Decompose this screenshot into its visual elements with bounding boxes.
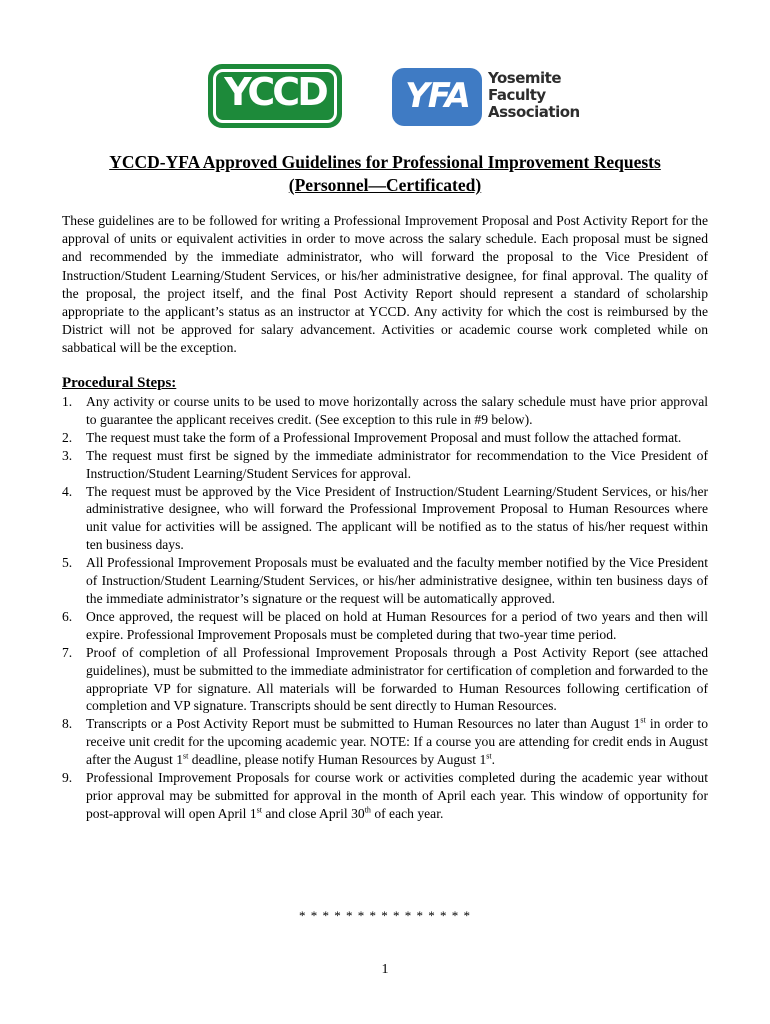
procedural-steps-heading: Procedural Steps: [62, 375, 177, 391]
step-number: 9. [62, 770, 73, 786]
procedural-step [62, 447, 708, 483]
yccd-logo-text: YCCD [224, 70, 326, 114]
separator-stars: * * * * * * * * * * * * * * * [299, 908, 471, 923]
step-number: 3. [62, 447, 73, 463]
procedural-step [62, 769, 708, 823]
step-text: The request must be approved by the Vice President of Instruction/Student Learning/Student Services, or his/her administrative designee, who will forward the Professional Improvement Proposal to Human Resources where unit value for activities will be assigned. The applicant will be notified as to the status of his/her request within ten business days. [86, 483, 708, 553]
yfa-logo-words: Yosemite Faculty Association [488, 69, 580, 121]
yccd-logo [208, 64, 342, 128]
intro-paragraph: These guidelines are to be followed for writing a Professional Improvement Proposal and Post Activity Report for the approval of units or equivalent activities in order to move across the salary schedule. Each proposal must be signed and recommended by the immediate administrator, who will forward the proposal to the Vice President of Instruction/Student Learning/Student Services, or his/her administrative designee, for final approval. The quality of the proposal, the project itself, and the final Post Activity Report should represent a standard of scholarship appropriate to the applicant’s status as an instructor at YCCD. Any activity for which the cost is reimbursed by the District will not be approved for salary advancement. Activities or academic course work completed while on sabbatical will be the exception. [62, 213, 708, 356]
step-number: 6. [62, 608, 73, 624]
yfa-logo [392, 68, 482, 126]
document-title: YCCD-YFA Approved Guidelines for Professional Improvement Requests [109, 152, 661, 172]
step-number: 1. [62, 394, 73, 409]
step-text: Proof of completion of all Professional Improvement Proposals through a Post Activity Report (see attached guidelines), must be submitted to the immediate administrator for certification of completion and forwarded to the appropriate VP for signature. All materials will be forwarded to Human Resources following certification of completion and VP signature. Transcripts should be sent directly to Human Resources. [86, 644, 708, 714]
procedural-step [62, 554, 708, 608]
step-text: Any activity or course units to be used to move horizontally across the salary schedule must have prior approval to guarantee the applicant receives credit. (See exception to this rule in #9 below). [86, 394, 708, 427]
page-number: 1 [381, 962, 389, 977]
step-number: 4. [62, 483, 73, 499]
header-logos [0, 62, 770, 132]
procedural-step [62, 608, 708, 644]
procedural-step [62, 644, 708, 716]
step-text: Once approved, the request will be placed on hold at Human Resources for a period of two years and then will expire. Professional Improvement Proposals must be completed during that two-year time period. [86, 608, 708, 642]
step-number: 5. [62, 555, 73, 571]
step-number: 8. [62, 716, 73, 732]
procedural-step [62, 483, 708, 555]
step-number: 7. [62, 644, 73, 660]
step-text: Transcripts or a Post Activity Report must be submitted to Human Resources no later than August 1st in order to receive unit credit for the upcoming academic year. NOTE: If a course you are attending for credit ends in August after the August 1st deadline, please notify Human Resources by August 1st. [86, 715, 708, 768]
step-text: The request must take the form of a Professional Improvement Proposal and must follow the attached format. [86, 429, 682, 445]
procedural-step [62, 715, 708, 769]
step-text: All Professional Improvement Proposals must be evaluated and the faculty member notified by the Vice President of Instruction/Student Learning/Student Services, or his/her administrative designee, within ten business days of the immediate administrator’s signature or the request will be automatically approved. [86, 555, 708, 606]
step-text: Professional Improvement Proposals for course work or activities completed during the academic year without prior approval may be submitted for approval in the month of April each year. This window of opportunity for post-approval will open April 1st and close April 30th of each year. [86, 770, 708, 821]
procedural-step [62, 429, 708, 447]
step-text: The request must first be signed by the immediate administrator for recommendation to the Vice President of Instruction/Student Learning/Student Services for approval. [86, 447, 708, 481]
procedural-step [62, 393, 708, 429]
step-number: 2. [62, 429, 73, 445]
yfa-logo-text: YFA [405, 76, 469, 116]
document-subtitle: (Personnel—Certificated) [288, 175, 482, 195]
procedural-steps-list [62, 393, 708, 823]
